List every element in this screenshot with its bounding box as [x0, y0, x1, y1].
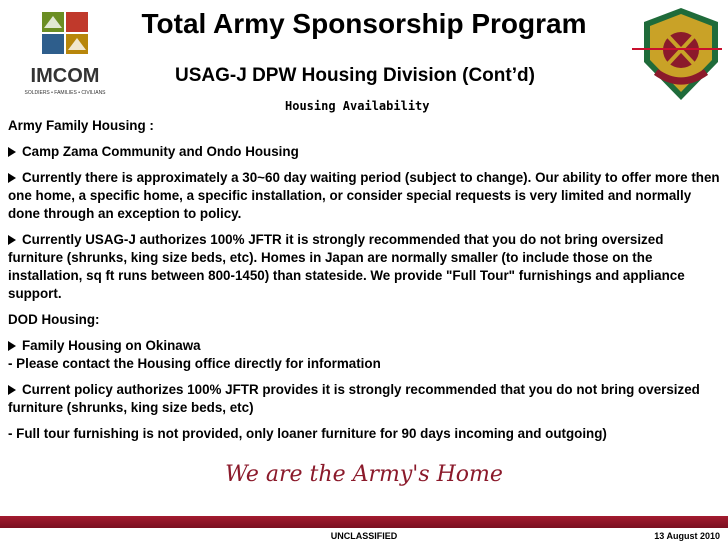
bullet-text: Camp Zama Community and Ondo Housing — [22, 144, 299, 159]
arrow-bullet-icon — [8, 235, 16, 245]
bullet-text: Current policy authorizes 100% JFTR provides it is strongly recommended that you do not bring oversized furniture (shrunks, king size beds, etc) — [8, 382, 700, 415]
subtitle: USAG-J DPW Housing Division (Cont’d) — [175, 65, 535, 86]
bullet-text: Family Housing on Okinawa — [22, 338, 201, 353]
arrow-bullet-icon — [8, 385, 16, 395]
bullet-item — [8, 231, 720, 303]
section-label: Housing Availability — [285, 99, 430, 113]
imcom-logo-text: IMCOM — [30, 65, 100, 87]
imcom-logo-tagline: SOLDIERS • FAMILIES • CIVILIANS — [24, 90, 106, 96]
arrow-bullet-icon — [8, 147, 16, 157]
title-rule — [632, 48, 722, 50]
army-housing-heading: Army Family Housing : — [8, 118, 154, 133]
dash-item: - Please contact the Housing office directly for information — [8, 356, 381, 371]
bullet-item — [8, 381, 720, 417]
arrow-bullet-icon — [8, 341, 16, 351]
motto: We are the Army's Home — [225, 462, 503, 487]
page-title: Total Army Sponsorship Program — [141, 8, 587, 39]
army-crest-icon — [640, 6, 722, 102]
footer-bar — [0, 516, 728, 528]
dod-housing-heading: DOD Housing: — [8, 312, 100, 327]
footer-date: 13 August 2010 — [654, 531, 720, 541]
dash-item: - Full tour furnishing is not provided, only loaner furniture for 90 days incoming and outgoing) — [8, 426, 607, 441]
bullet-item — [8, 169, 720, 223]
bullet-text: Currently there is approximately a 30~60 day waiting period (subject to change). Our ability to offer more then one home, a specific home, a specific installation, or consider special requests is very limited and normally done through an exception to policy. — [8, 170, 720, 221]
content-body — [8, 117, 720, 443]
bullet-item — [8, 337, 720, 355]
classification-label: UNCLASSIFIED — [330, 531, 398, 541]
bullet-item — [8, 143, 720, 161]
arrow-bullet-icon — [8, 173, 16, 183]
bullet-text: Currently USAG-J authorizes 100% JFTR it is strongly recommended that you do not bring oversized furniture (shrunks, king size beds, etc). Homes in Japan are normally smaller (to include those on the installation, sq ft runs between 800-1450) than stateside. We provide "Full Tour" furnishings and appliance support. — [8, 232, 685, 301]
